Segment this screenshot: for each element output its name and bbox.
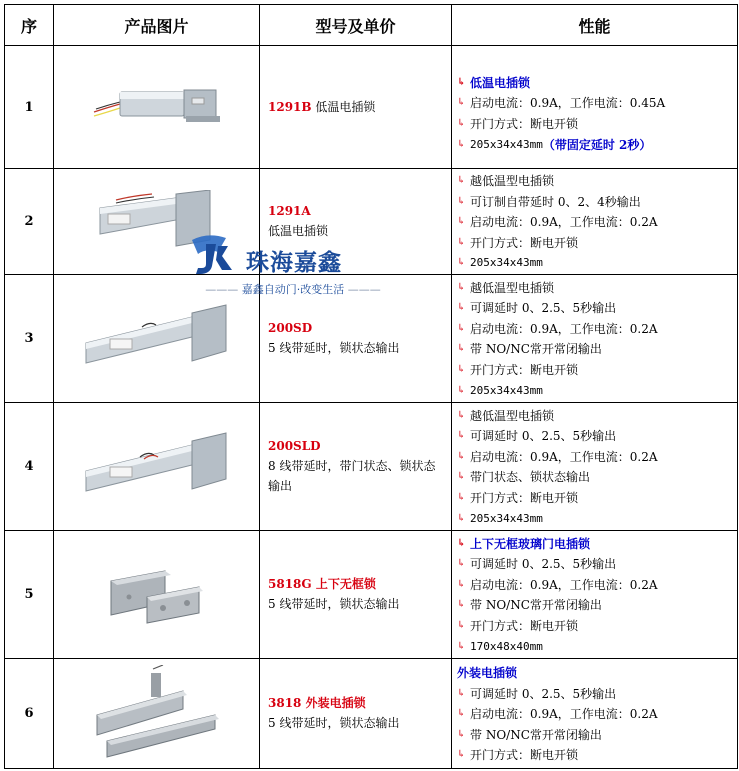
spec-line xyxy=(457,278,733,299)
arrow-icon: ↳ xyxy=(457,620,466,632)
spec-text: 启动电流：0.9A，工作电流：0.2A xyxy=(470,707,658,722)
spec-cell xyxy=(452,658,738,768)
spec-line xyxy=(457,93,733,114)
arrow-icon: ↳ xyxy=(457,492,466,504)
lock-1291b-image xyxy=(92,82,222,132)
spec-text: 可调延时 0、2.5、5秒输出 xyxy=(470,301,617,316)
spec-line xyxy=(457,298,733,319)
spec-line xyxy=(457,381,733,402)
arrow-icon: ↳ xyxy=(457,195,466,207)
table-row xyxy=(5,530,738,658)
model-desc: 5 线带延时，锁状态输出 xyxy=(268,716,400,731)
spec-text: 开门方式：断电开锁 xyxy=(470,491,579,506)
model-desc: 8 线带延时，带门状态、锁状态输出 xyxy=(268,459,436,494)
spec-text: 越低温型电插锁 xyxy=(470,280,555,295)
model-cell xyxy=(260,402,452,530)
spec-text: 170x48x40mm xyxy=(470,639,543,653)
row-index: 1 xyxy=(5,46,54,169)
spec-text: 205x34x43mm xyxy=(470,256,543,270)
spec-line xyxy=(457,171,733,192)
spec-note: （带固定延时 2秒） xyxy=(542,137,652,152)
header-image: 产品图片 xyxy=(54,5,260,46)
model-code: 5818G 上下无框锁 xyxy=(268,577,376,592)
watermark-name: 珠海嘉鑫 xyxy=(246,250,342,276)
spec-text: 可调延时 0、2.5、5秒输出 xyxy=(470,429,617,444)
spec-text: 带 NO/NC常开常闭输出 xyxy=(470,727,602,742)
arrow-icon: ↳ xyxy=(457,708,466,720)
spec-line xyxy=(457,684,733,705)
spec-line xyxy=(457,704,733,725)
spec-text: 外装电插锁 xyxy=(457,665,518,680)
spec-text: 开门方式：断电开锁 xyxy=(470,619,579,634)
spec-line xyxy=(457,488,733,509)
product-image-cell xyxy=(54,402,260,530)
spec-line xyxy=(457,253,733,274)
spec-text: 启动电流：0.9A，工作电流：0.2A xyxy=(470,577,658,592)
spec-text: 205x34x43mm xyxy=(470,383,543,397)
lock-5818g-image xyxy=(107,561,207,627)
arrow-icon: ↳ xyxy=(457,322,466,334)
arrow-icon: ↳ xyxy=(457,281,466,293)
spec-line xyxy=(457,339,733,360)
spec-line xyxy=(457,745,733,766)
spec-text: 低温电插锁 xyxy=(470,75,531,90)
model-code: 3818 外装电插锁 xyxy=(268,696,366,711)
arrow-icon: ↳ xyxy=(457,138,466,150)
spec-line xyxy=(457,447,733,468)
spec-line xyxy=(457,509,733,530)
header-model: 型号及单价 xyxy=(260,5,452,46)
spec-line xyxy=(457,637,733,658)
spec-line xyxy=(457,114,733,135)
row-index: 6 xyxy=(5,658,54,768)
arrow-icon: ↳ xyxy=(457,749,466,761)
arrow-icon: ↳ xyxy=(457,430,466,442)
spec-cell xyxy=(452,169,738,275)
arrow-icon: ↳ xyxy=(457,512,466,524)
arrow-icon: ↳ xyxy=(457,364,466,376)
model-desc: 低温电插锁 xyxy=(268,224,329,239)
table-row xyxy=(5,46,738,169)
spec-text: 带门状态、锁状态输出 xyxy=(470,470,591,485)
table-row xyxy=(5,402,738,530)
lock-200sld-image xyxy=(82,431,232,501)
spec-line xyxy=(457,595,733,616)
table-row xyxy=(5,658,738,768)
arrow-icon: ↳ xyxy=(457,118,466,129)
table-row xyxy=(5,274,738,402)
spec-line xyxy=(457,135,733,156)
spec-text: 205x34x43mm xyxy=(470,511,543,525)
spec-text: 开门方式：断电开锁 xyxy=(470,117,579,131)
spec-text: 启动电流：0.9A，工作电流：0.2A xyxy=(470,449,658,464)
row-index: 5 xyxy=(5,530,54,658)
arrow-icon: ↳ xyxy=(457,302,466,314)
arrow-icon: ↳ xyxy=(457,471,466,483)
spec-line xyxy=(457,467,733,488)
spec-text: 开门方式：断电开锁 xyxy=(470,748,579,763)
model-cell xyxy=(260,46,452,169)
spec-text: 上下无框玻璃门电插锁 xyxy=(470,536,591,551)
model-desc: 低温电插锁 xyxy=(315,100,376,114)
spec-line xyxy=(457,426,733,447)
spec-cell xyxy=(452,530,738,658)
row-index: 4 xyxy=(5,402,54,530)
model-cell xyxy=(260,658,452,768)
model-cell xyxy=(260,274,452,402)
spec-line xyxy=(457,725,733,746)
spec-text: 带 NO/NC常开常闭输出 xyxy=(470,342,602,357)
spec-cell xyxy=(452,46,738,169)
spec-text: 可调延时 0、2.5、5秒输出 xyxy=(470,557,617,572)
lock-3818-image xyxy=(87,665,227,761)
product-image-cell xyxy=(54,169,260,275)
header-performance: 性能 xyxy=(452,5,738,46)
spec-line xyxy=(457,360,733,381)
model-code: 1291B xyxy=(268,100,312,114)
arrow-icon: ↳ xyxy=(457,343,466,355)
product-image-cell xyxy=(54,658,260,768)
spec-text: 可调延时 0、2.5、5秒输出 xyxy=(470,686,617,701)
model-cell xyxy=(260,530,452,658)
model-desc: 5 线带延时，锁状态输出 xyxy=(268,341,400,356)
spec-text: 开门方式：断电开锁 xyxy=(470,235,579,250)
product-image-cell xyxy=(54,46,260,169)
model-code: 200SD xyxy=(268,321,313,336)
arrow-icon: ↳ xyxy=(457,728,466,740)
spec-line xyxy=(457,406,733,427)
spec-text: 带 NO/NC常开常闭输出 xyxy=(470,598,602,613)
product-image-cell xyxy=(54,530,260,658)
arrow-icon: ↳ xyxy=(457,409,466,421)
spec-text: 开门方式：断电开锁 xyxy=(470,363,579,378)
slogan-rule-left: ——— xyxy=(205,283,239,296)
arrow-icon: ↳ xyxy=(457,384,466,396)
arrow-icon: ↳ xyxy=(457,558,466,570)
arrow-icon: ↳ xyxy=(457,640,466,652)
row-index: 3 xyxy=(5,274,54,402)
slogan-rule-right: ——— xyxy=(347,283,381,296)
model-code: 1291A xyxy=(268,204,311,219)
product-image-cell xyxy=(54,274,260,402)
arrow-icon: ↳ xyxy=(457,76,466,88)
spec-text: 可订制自带延时 0、2、4秒输出 xyxy=(470,194,641,209)
spec-line xyxy=(457,319,733,340)
spec-text: 启动电流：0.9A，工作电流：0.2A xyxy=(470,321,658,336)
table-row xyxy=(5,169,738,275)
arrow-icon: ↳ xyxy=(457,450,466,462)
lock-1291a-image xyxy=(92,190,222,252)
spec-line xyxy=(457,534,733,555)
spec-text: 越低温型电插锁 xyxy=(470,408,555,423)
spec-text: 越低温型电插锁 xyxy=(470,174,555,188)
header-index: 序 xyxy=(5,5,54,46)
arrow-icon: ↳ xyxy=(457,257,466,269)
spec-line xyxy=(457,663,733,684)
arrow-icon: ↳ xyxy=(457,599,466,611)
spec-line xyxy=(457,575,733,596)
spec-line xyxy=(457,192,733,213)
model-code: 200SLD xyxy=(268,439,321,454)
arrow-icon: ↳ xyxy=(457,537,466,549)
arrow-icon: ↳ xyxy=(457,687,466,699)
spec-cell xyxy=(452,274,738,402)
lock-200sd-image xyxy=(82,303,232,373)
spec-line xyxy=(457,616,733,637)
spec-text: 启动电流：0.9A，工作电流：0.45A xyxy=(470,96,666,111)
spec-line xyxy=(457,554,733,575)
spec-text: 205x34x43mm xyxy=(470,137,543,151)
arrow-icon: ↳ xyxy=(457,578,466,590)
model-desc: 5 线带延时，锁状态输出 xyxy=(268,597,400,612)
arrow-icon: ↳ xyxy=(457,97,466,109)
header-row xyxy=(5,5,738,46)
row-index: 2 xyxy=(5,169,54,275)
spec-cell xyxy=(452,402,738,530)
arrow-icon: ↳ xyxy=(457,216,466,228)
slogan-text: 嘉鑫自动门·改变生活 xyxy=(241,283,345,296)
arrow-icon: ↳ xyxy=(457,236,466,248)
spec-line xyxy=(457,212,733,233)
spec-line xyxy=(457,233,733,254)
model-cell xyxy=(260,169,452,275)
product-table xyxy=(4,4,738,769)
arrow-icon: ↳ xyxy=(457,175,466,186)
spec-text: 启动电流：0.9A，工作电流：0.2A xyxy=(470,215,658,230)
spec-line xyxy=(457,73,733,94)
